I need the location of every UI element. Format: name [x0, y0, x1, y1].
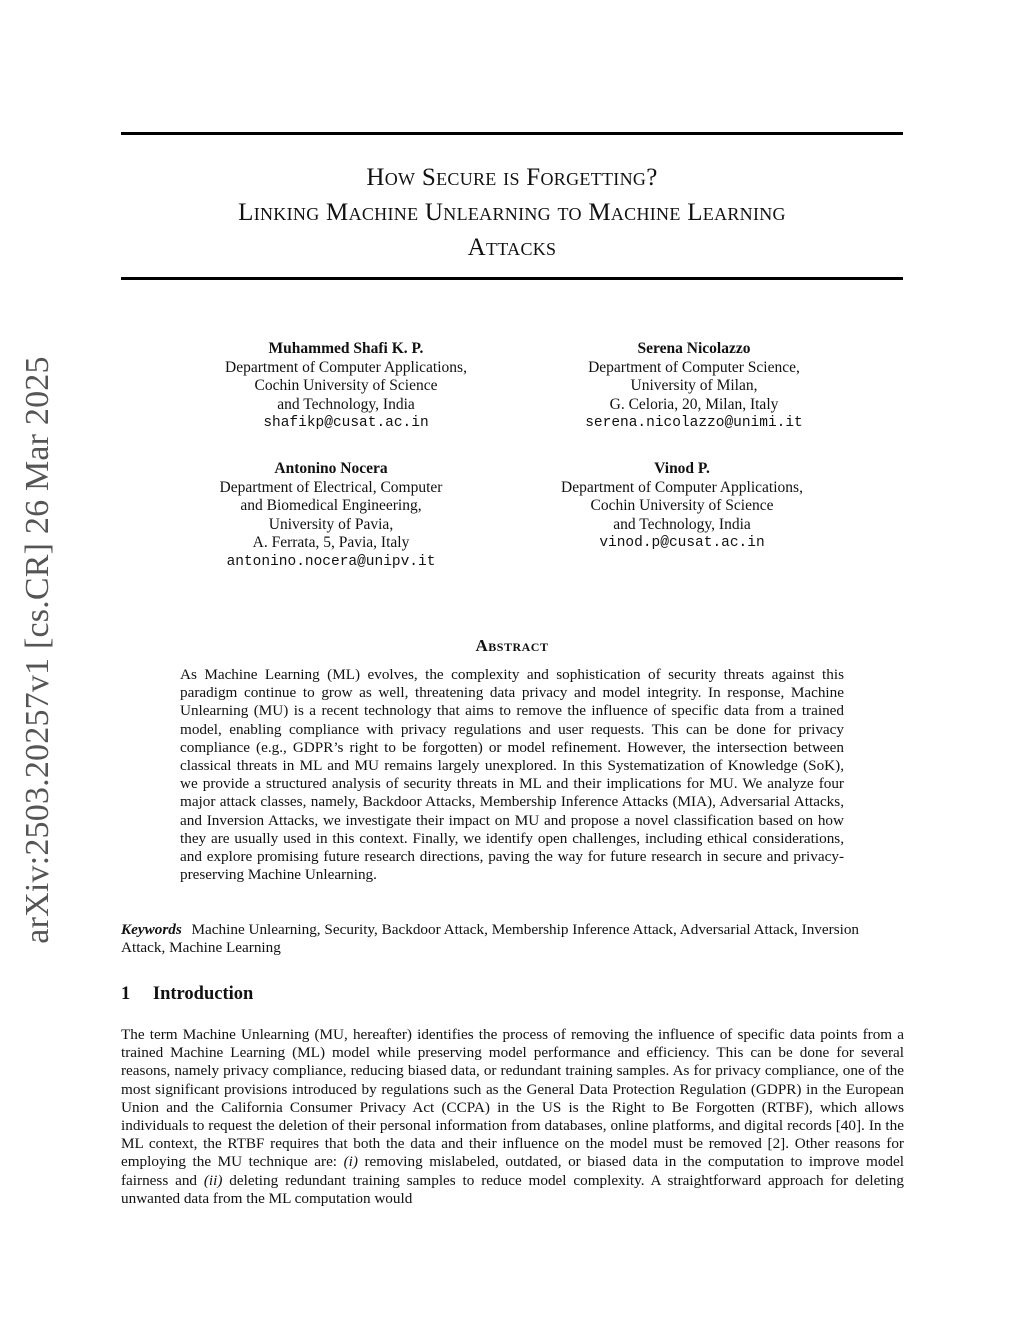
title-line-1: How Secure is Forgetting? — [366, 164, 658, 191]
author-block — [536, 460, 828, 553]
enumeration-marker: (ii) — [203, 1171, 223, 1189]
author-affiliation-line: A. Ferrata, 5, Pavia, Italy — [252, 534, 410, 551]
abstract-heading: Abstract — [475, 636, 549, 655]
keywords — [121, 921, 903, 958]
section-heading — [121, 984, 253, 1005]
author-affiliation-line: and Technology, India — [277, 395, 415, 413]
author-block — [190, 460, 472, 571]
enumeration-marker: (i) — [343, 1153, 358, 1171]
arxiv-identifier: arXiv:2503.20257v1 [cs.CR] 26 Mar 2025 — [19, 356, 56, 944]
author-affiliation-line: University of Pavia, — [268, 515, 394, 533]
author-name: Antonino Nocera — [274, 460, 388, 477]
paper-title — [121, 160, 903, 265]
author-affiliation-line: Cochin University of Science — [590, 497, 774, 514]
author-affiliation-line: Department of Electrical, Computer — [219, 478, 443, 496]
keywords-text: Machine Unlearning, Security, Backdoor Attack, Membership Inference Attack, Adversarial Attack, Inversion Attack, Machine Learning — [121, 921, 860, 957]
author-affiliation-line: and Technology, India — [613, 515, 751, 533]
title-top-rule — [121, 132, 903, 135]
author-email: vinod.p@cusat.ac.in — [599, 535, 765, 551]
author-block — [190, 340, 502, 433]
author-affiliation-line: Department of Computer Applications, — [225, 358, 467, 376]
author-affiliation-line: Department of Computer Applications, — [561, 478, 803, 496]
author-affiliation-line: and Biomedical Engineering, — [240, 497, 422, 514]
author-email: serena.nicolazzo@unimi.it — [585, 415, 803, 431]
introduction-paragraph — [121, 1026, 904, 1208]
author-affiliation-line: G. Celoria, 20, Milan, Italy — [609, 395, 779, 413]
paragraph-text: deleting redundant training samples to reduce model complexity. A straightforward approach for deleting unwanted data from the ML computation would — [121, 1171, 904, 1207]
paragraph-text: The term Machine Unlearning (MU, hereafter) identifies the process of removing the influence of specific data points from a trained Machine Learning (ML) model while preserving model performance and efficiency. This can be done for several reasons, namely privacy compliance, reducing biased data, or redundant training samples. As for privacy compliance, one of the most significant provisions introduced by regulations such as the General Data Protection Regulation (GDPR) in the European Union and the California Consumer Privacy Act (CCPA) in the US is the Right to Be Forgotten (RTBF), which allows individuals to request the deletion of their personal information from databases, online platforms, and digital records [40]. In the ML context, the RTBF requires that both the data and their influence on the model must be removed [2]. Other reasons for employing the MU technique are: — [121, 1026, 904, 1171]
paragraph-text: removing mislabeled, outdated, or biased data in the computation to improve model fairness and — [121, 1153, 904, 1189]
title-bottom-rule — [121, 277, 903, 280]
section-title: Introduction — [152, 984, 254, 1004]
author-name: Muhammed Shafi K. P. — [268, 340, 424, 357]
title-line-3: Attacks — [467, 234, 557, 261]
author-affiliation-line: Cochin University of Science — [254, 377, 438, 394]
section-number: 1 — [121, 984, 131, 1004]
author-affiliation-line: University of Milan, — [630, 377, 758, 394]
author-name: Serena Nicolazzo — [637, 340, 751, 357]
author-name: Vinod P. — [654, 460, 710, 477]
title-line-2: Linking Machine Unlearning to Machine Learning — [238, 199, 786, 226]
author-email: shafikp@cusat.ac.in — [263, 415, 429, 431]
author-block — [536, 340, 852, 433]
author-email: antonino.nocera@unipv.it — [226, 553, 436, 570]
abstract-text: As Machine Learning (ML) evolves, the complexity and sophistication of security threats against this paradigm continue to grow as well, threatening data privacy and model integrity. In response, Machine Unlearning (MU) is a recent technology that aims to remove the influence of specific data from a trained model, enabling compliance with privacy regulations and user requests. This can be done for privacy compliance (e.g., GDPR’s right to be forgotten) or model refinement. However, the intersection between classical threats in ML and MU remains largely unexplored. In this Systematization of Knowledge (SoK), we provide a structured analysis of security threats in ML and their implications for MU. We analyze four major attack classes, namely, Backdoor Attacks, Membership Inference Attacks (MIA), Adversarial Attacks, and Inversion Attacks, we investigate their impact on MU and propose a novel classification based on how they are usually used in this context. Finally, we identify open challenges, including ethical considerations, and explore promising future research directions, paving the way for future research in secure and privacy-preserving Machine Unlearning. — [180, 666, 844, 884]
author-affiliation-line: Department of Computer Science, — [588, 358, 800, 376]
keywords-label: Keywords — [121, 921, 182, 938]
